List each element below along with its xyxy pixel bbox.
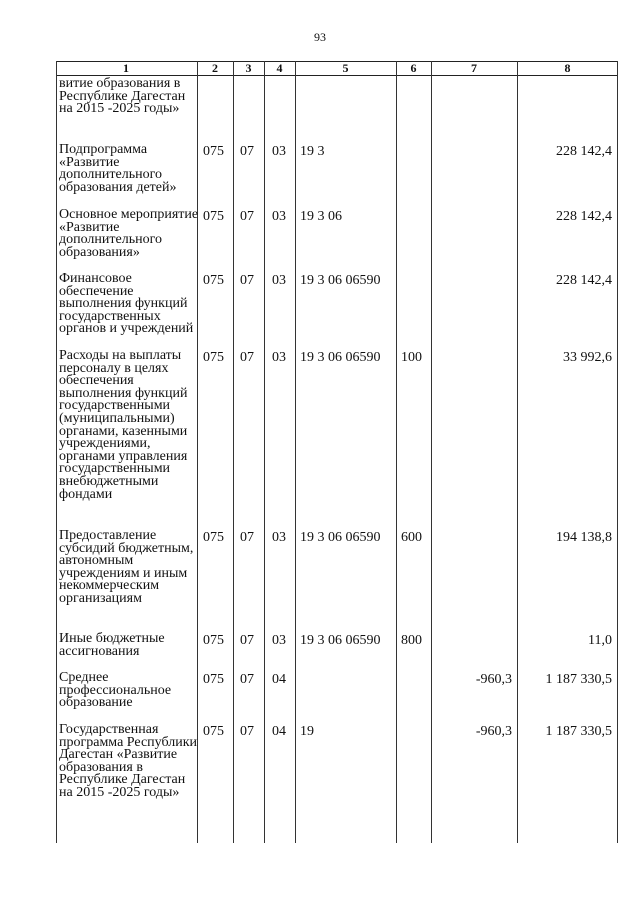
row-name: витие образования в Республике Дагестан на 2015 -2025 годы» (59, 76, 186, 117)
header-col-3: 3 (245, 61, 252, 75)
row-name: Финансовое обеспечение выполнения функций государственных органов и учреждений (59, 271, 194, 337)
cell-subsection: 03 (272, 633, 286, 648)
col-border (264, 61, 265, 843)
cell-target: 19 3 06 06590 (300, 633, 381, 648)
col-border (431, 61, 432, 843)
cell-section: 07 (240, 350, 254, 365)
cell-section: 07 (240, 633, 254, 648)
cell-target: 19 (300, 724, 314, 739)
row-name: Иные бюджетные ассигнования (59, 631, 165, 659)
header-col-5: 5 (342, 61, 349, 75)
cell-target: 19 3 06 06590 (300, 350, 381, 365)
cell-section: 07 (240, 530, 254, 545)
row-name: Расходы на выплаты персоналу в целях обеспечения выполнения функций государственными (муниципальными) органами, казенными учреждениями, органами управления государственными внебюджетными фондами (59, 348, 188, 502)
col-border (233, 61, 234, 843)
cell-expense-type: 600 (401, 530, 422, 545)
header-col-2: 2 (212, 61, 218, 75)
cell-ministry: 075 (203, 144, 224, 159)
cell-target: 19 3 06 06590 (300, 273, 381, 288)
row-name: Предоставление субсидий бюджетным, автономным учреждениям и иным некоммерческим организациям (59, 528, 194, 606)
cell-subsection: 03 (272, 530, 286, 545)
cell-subsection: 04 (272, 724, 286, 739)
page-number: 93 (314, 30, 326, 44)
cell-section: 07 (240, 672, 254, 687)
cell-expense-type: 800 (401, 633, 422, 648)
cell-ministry: 075 (203, 633, 224, 648)
cell-section: 07 (240, 273, 254, 288)
cell-section: 07 (240, 724, 254, 739)
cell-target: 19 3 06 (300, 209, 342, 224)
cell-ministry: 075 (203, 273, 224, 288)
cell-ministry: 075 (203, 724, 224, 739)
cell-subsection: 03 (272, 209, 286, 224)
row-name: Среднее профессиональное образование (59, 670, 172, 711)
cell-amount: 228 142,4 (556, 144, 612, 159)
cell-change: -960,3 (475, 672, 512, 687)
header-col-1: 1 (123, 61, 129, 75)
cell-subsection: 03 (272, 350, 286, 365)
cell-ministry: 075 (203, 530, 224, 545)
cell-ministry: 075 (203, 209, 224, 224)
cell-ministry: 075 (203, 350, 224, 365)
cell-amount: 11,0 (588, 633, 612, 648)
cell-ministry: 075 (203, 672, 224, 687)
cell-subsection: 03 (272, 273, 286, 288)
cell-section: 07 (240, 209, 254, 224)
cell-amount: 1 187 330,5 (545, 672, 612, 687)
row-name: Основное мероприятие «Развитие дополнительного образования» (59, 207, 199, 260)
cell-amount: 228 142,4 (556, 273, 612, 288)
col-border (56, 61, 57, 843)
col-border (517, 61, 518, 843)
col-border (617, 61, 618, 843)
cell-amount: 194 138,8 (556, 530, 612, 545)
row-name: Подпрограмма «Развитие дополнительного образования детей» (59, 142, 177, 195)
cell-subsection: 03 (272, 144, 286, 159)
table-header (56, 61, 618, 76)
col-border (295, 61, 296, 843)
header-col-7: 7 (471, 61, 477, 75)
cell-amount: 228 142,4 (556, 209, 612, 224)
cell-target: 19 3 (300, 144, 325, 159)
col-border (396, 61, 397, 843)
header-col-6: 6 (410, 61, 417, 75)
header-col-8: 8 (564, 61, 571, 75)
cell-amount: 33 992,6 (563, 350, 612, 365)
cell-section: 07 (240, 144, 254, 159)
budget-table (56, 61, 618, 843)
cell-change: -960,3 (475, 724, 512, 739)
cell-subsection: 04 (272, 672, 286, 687)
header-col-4: 4 (276, 61, 283, 75)
cell-expense-type: 100 (401, 350, 422, 365)
cell-target: 19 3 06 06590 (300, 530, 381, 545)
cell-amount: 1 187 330,5 (545, 724, 612, 739)
row-name: Государственная программа Республики Дагестан «Развитие образования в Республике Дагестан на 2015 -2025 годы» (59, 722, 198, 800)
